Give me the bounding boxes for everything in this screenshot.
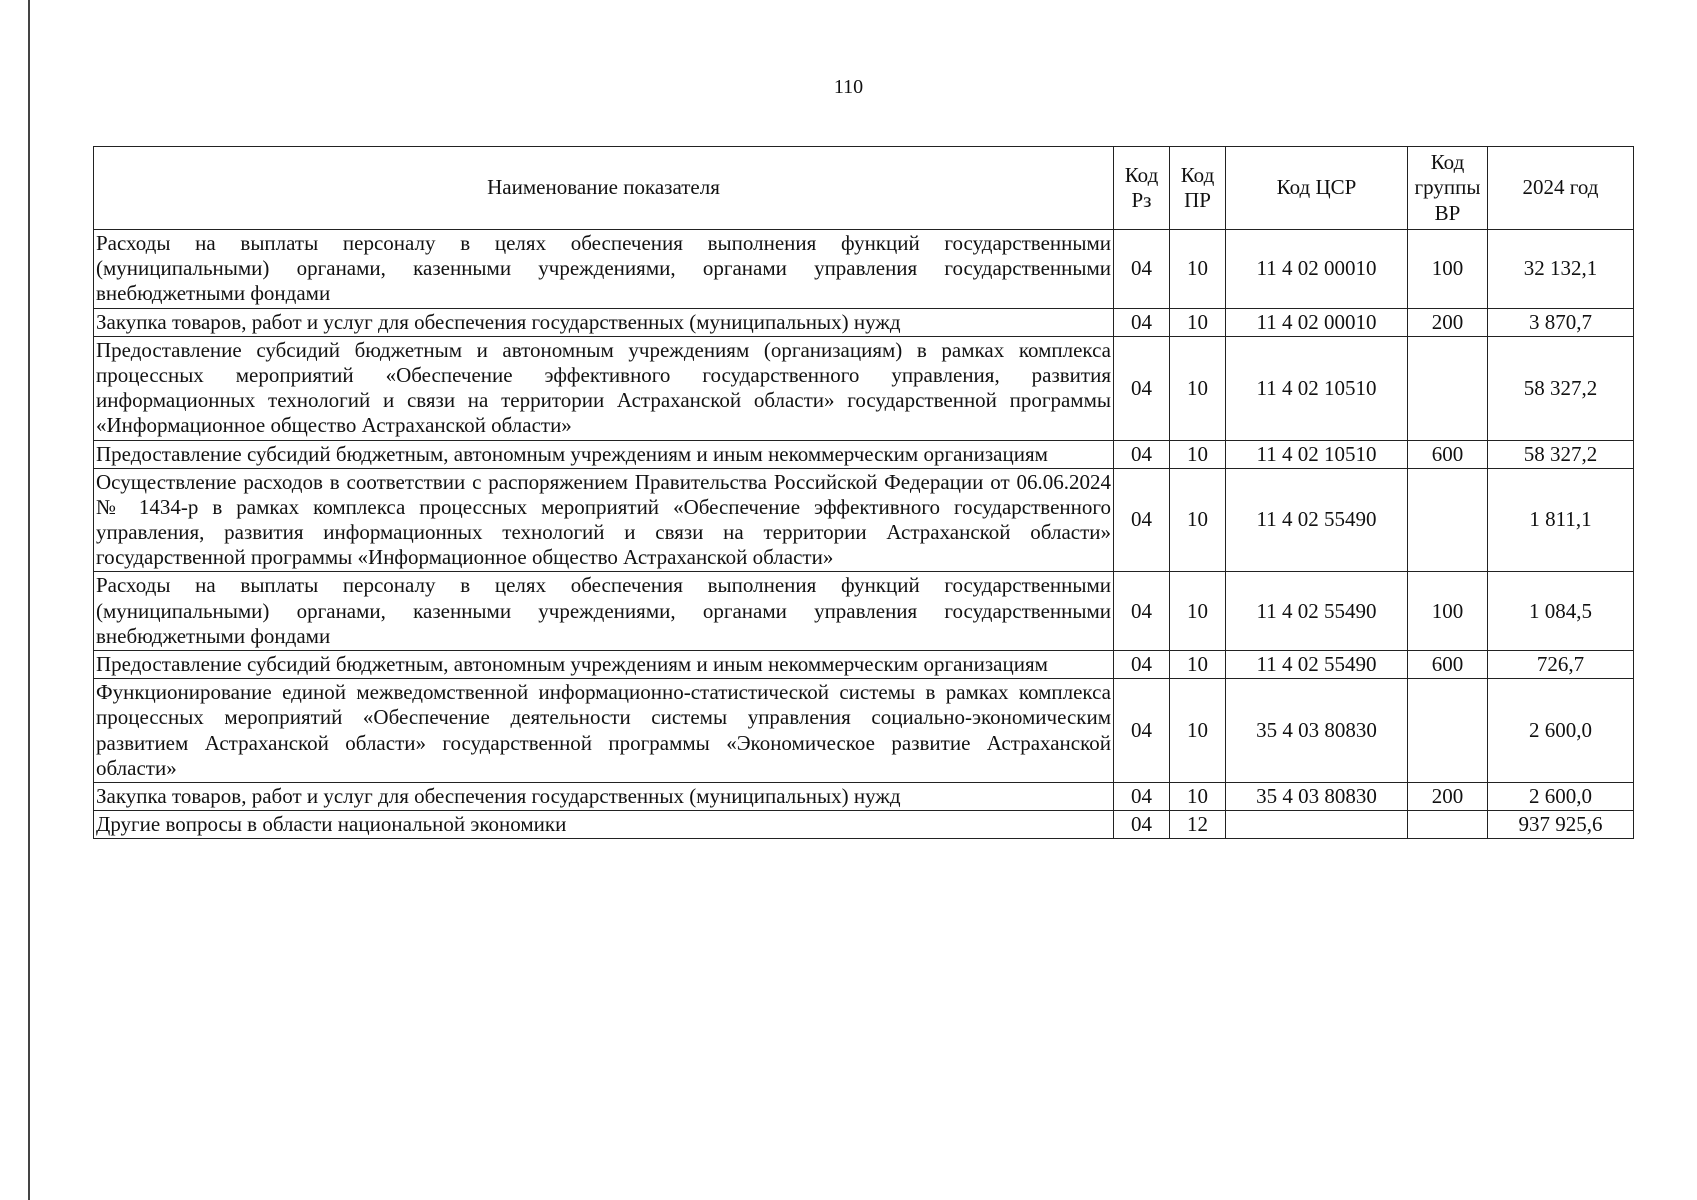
table-row — [94, 308, 1634, 336]
row-pr: 10 — [1170, 651, 1226, 679]
row-csr: 11 4 02 00010 — [1226, 308, 1408, 336]
row-csr: 11 4 02 10510 — [1226, 440, 1408, 468]
row-name: Расходы на выплаты персоналу в целях обеспечения выполнения функций государственными (муниципальными) органами, казенными учреждениями, органами управления государственными внебюджетными фондами — [94, 572, 1114, 651]
row-amount: 1 084,5 — [1488, 572, 1634, 651]
row-csr: 35 4 03 80830 — [1226, 782, 1408, 810]
row-amount: 3 870,7 — [1488, 308, 1634, 336]
row-csr: 11 4 02 10510 — [1226, 336, 1408, 440]
row-vr: 200 — [1408, 308, 1488, 336]
row-rz: 04 — [1114, 811, 1170, 839]
row-name: Расходы на выплаты персоналу в целях обеспечения выполнения функций государственными (муниципальными) органами, казенными учреждениями, органами управления государственными внебюджетными фондами — [94, 230, 1114, 309]
row-rz: 04 — [1114, 308, 1170, 336]
scan-edge-line — [28, 0, 30, 1200]
header-year: 2024 год — [1488, 147, 1634, 230]
table-row — [94, 782, 1634, 810]
budget-table — [93, 146, 1634, 839]
table-row — [94, 336, 1634, 440]
row-rz: 04 — [1114, 651, 1170, 679]
row-rz: 04 — [1114, 679, 1170, 783]
row-vr — [1408, 336, 1488, 440]
header-rz: Код Рз — [1114, 147, 1170, 230]
row-name: Предоставление субсидий бюджетным, автономным учреждениям и иным некоммерческим организациям — [94, 440, 1114, 468]
table-row — [94, 440, 1634, 468]
row-name: Предоставление субсидий бюджетным и автономным учреждениям (организациям) в рамках комплекса процессных мероприятий «Обеспечение эффективного государственного управления, развития информационных технологий и связи на территории Астраханской области» государственной программы «Информационное общество Астраханской области» — [94, 336, 1114, 440]
row-amount: 58 327,2 — [1488, 336, 1634, 440]
header-csr: Код ЦСР — [1226, 147, 1408, 230]
row-pr: 10 — [1170, 336, 1226, 440]
table-row — [94, 230, 1634, 309]
row-pr: 10 — [1170, 468, 1226, 572]
row-rz: 04 — [1114, 782, 1170, 810]
row-amount: 58 327,2 — [1488, 440, 1634, 468]
row-name: Закупка товаров, работ и услуг для обеспечения государственных (муниципальных) нужд — [94, 308, 1114, 336]
row-csr: 11 4 02 55490 — [1226, 468, 1408, 572]
table-row — [94, 468, 1634, 572]
row-name: Осуществление расходов в соответствии с распоряжением Правительства Российской Федерации от 06.06.2024 № 1434-р в рамках комплекса процессных мероприятий «Обеспечение эффективного государственного управления, развития информационных технологий и связи на территории Астраханской области» государственной программы «Информационное общество Астраханской области» — [94, 468, 1114, 572]
header-name: Наименование показателя — [94, 147, 1114, 230]
row-pr: 10 — [1170, 782, 1226, 810]
table-row — [94, 679, 1634, 783]
row-name: Другие вопросы в области национальной экономики — [94, 811, 1114, 839]
row-rz: 04 — [1114, 230, 1170, 309]
row-pr: 10 — [1170, 440, 1226, 468]
row-csr: 11 4 02 55490 — [1226, 651, 1408, 679]
row-vr: 100 — [1408, 230, 1488, 309]
row-vr: 600 — [1408, 440, 1488, 468]
row-rz: 04 — [1114, 468, 1170, 572]
row-vr: 200 — [1408, 782, 1488, 810]
row-vr: 600 — [1408, 651, 1488, 679]
row-rz: 04 — [1114, 440, 1170, 468]
row-pr: 10 — [1170, 572, 1226, 651]
row-rz: 04 — [1114, 572, 1170, 651]
row-name: Закупка товаров, работ и услуг для обеспечения государственных (муниципальных) нужд — [94, 782, 1114, 810]
row-csr: 35 4 03 80830 — [1226, 679, 1408, 783]
row-pr: 10 — [1170, 230, 1226, 309]
row-name: Предоставление субсидий бюджетным, автономным учреждениям и иным некоммерческим организациям — [94, 651, 1114, 679]
row-pr: 10 — [1170, 679, 1226, 783]
row-amount: 2 600,0 — [1488, 679, 1634, 783]
row-rz: 04 — [1114, 336, 1170, 440]
row-amount: 937 925,6 — [1488, 811, 1634, 839]
row-csr: 11 4 02 00010 — [1226, 230, 1408, 309]
header-vr: Код группы ВР — [1408, 147, 1488, 230]
row-vr — [1408, 468, 1488, 572]
row-csr — [1226, 811, 1408, 839]
row-name: Функционирование единой межведомственной информационно-статистической системы в рамках комплекса процессных мероприятий «Обеспечение деятельности системы управления социально-экономическим развитием Астраханской области» государственной программы «Экономическое развитие Астраханской области» — [94, 679, 1114, 783]
row-amount: 32 132,1 — [1488, 230, 1634, 309]
row-pr: 12 — [1170, 811, 1226, 839]
row-amount: 726,7 — [1488, 651, 1634, 679]
table-row — [94, 572, 1634, 651]
row-vr — [1408, 679, 1488, 783]
page-number: 110 — [833, 76, 864, 98]
row-pr: 10 — [1170, 308, 1226, 336]
table-row — [94, 811, 1634, 839]
row-vr — [1408, 811, 1488, 839]
row-csr: 11 4 02 55490 — [1226, 572, 1408, 651]
row-vr: 100 — [1408, 572, 1488, 651]
table-row — [94, 651, 1634, 679]
header-pr: Код ПР — [1170, 147, 1226, 230]
row-amount: 1 811,1 — [1488, 468, 1634, 572]
row-amount: 2 600,0 — [1488, 782, 1634, 810]
table-header-row — [94, 147, 1634, 230]
